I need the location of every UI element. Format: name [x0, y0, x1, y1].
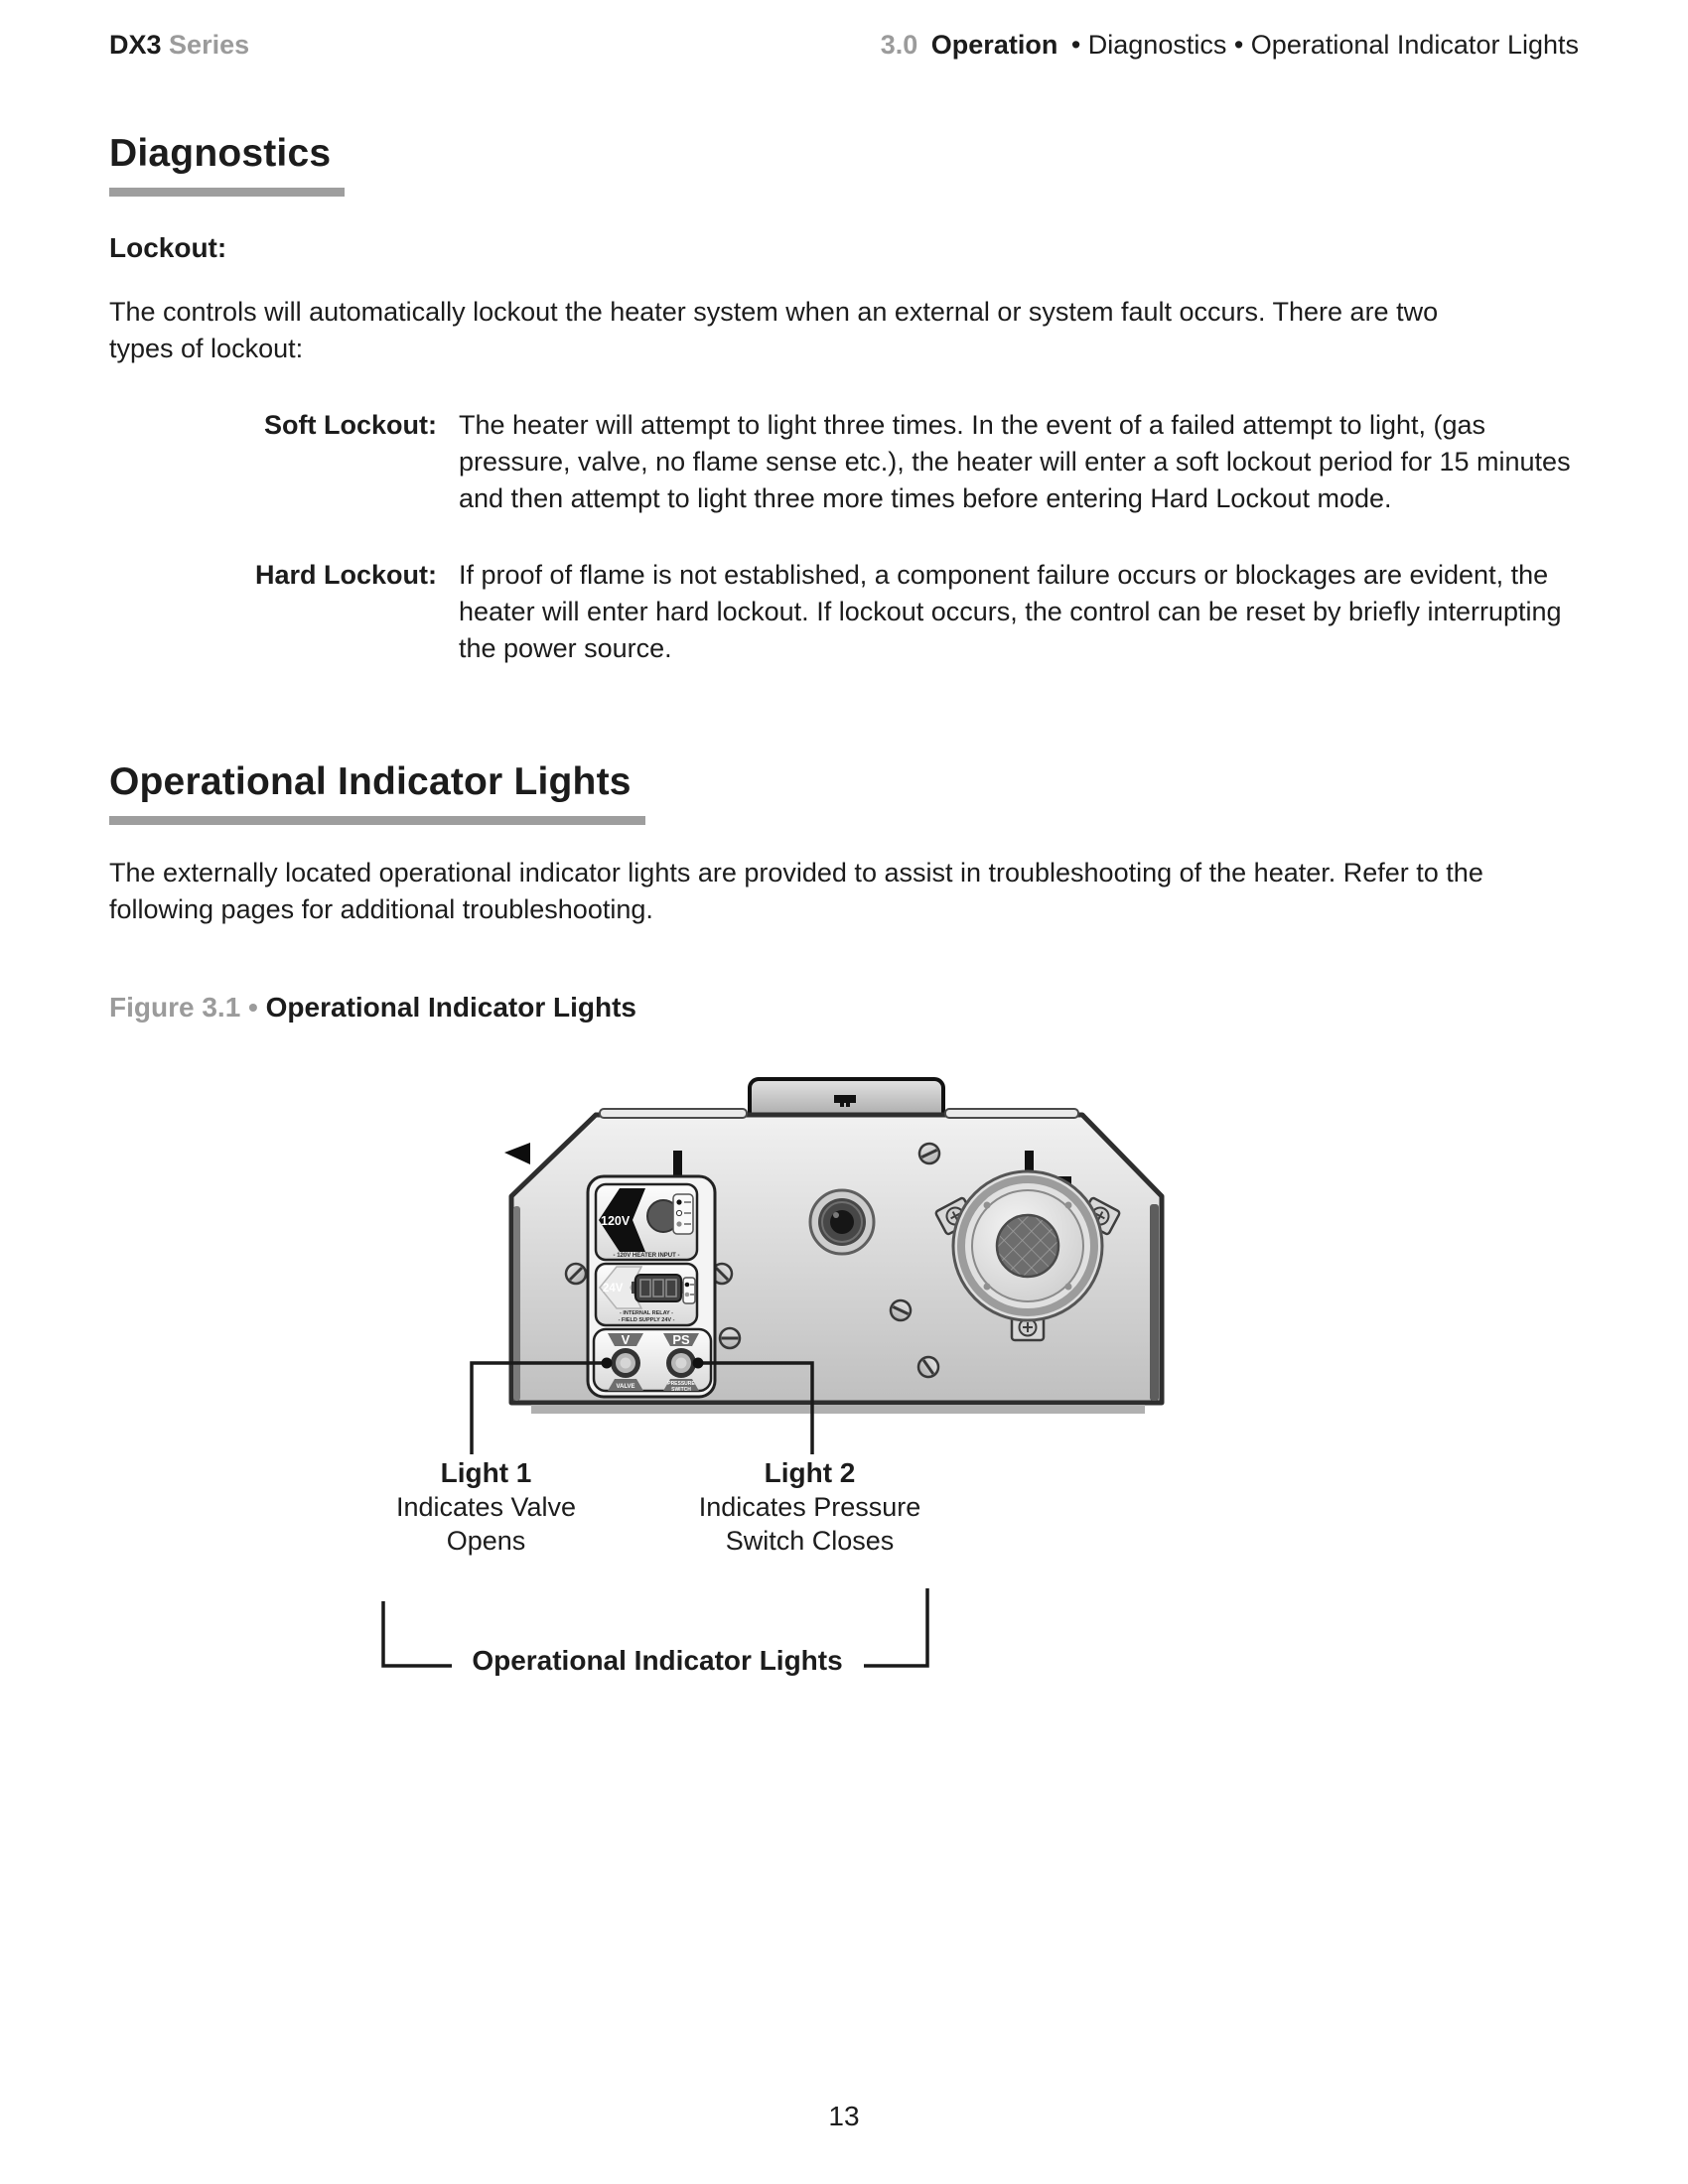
light1-desc: Indicates Valve Opens — [395, 1492, 577, 1556]
lockout-subheading: Lockout: — [109, 232, 227, 263]
light2-label — [688, 1456, 931, 1558]
light1-title: Light 1 — [440, 1457, 532, 1488]
screw-icon — [566, 1264, 586, 1284]
led-legend-120v — [673, 1194, 693, 1234]
label-valve-v: V — [621, 1332, 631, 1347]
led-dot — [676, 1199, 681, 1204]
label-24v: 24V — [603, 1283, 624, 1295]
heater-panel-figure — [0, 1057, 1688, 1703]
soft-lockout-row — [109, 407, 1579, 517]
top-edge-lip-left — [600, 1109, 747, 1118]
panel-left-edge — [513, 1206, 520, 1401]
caption-relay: - INTERNAL RELAY - — [620, 1310, 673, 1316]
figure-title: Operational Indicator Lights — [265, 992, 637, 1023]
figure-diagram — [0, 1057, 1688, 1703]
caption-pressure-line1: PRESSURE — [667, 1381, 695, 1387]
brand-series: Series — [169, 30, 250, 60]
page-header — [109, 30, 1579, 61]
panel-shadow — [531, 1405, 1145, 1414]
power-section-120v — [596, 1184, 697, 1260]
light2-desc: Indicates Pressure Switch Closes — [698, 1492, 921, 1556]
caption-supply: - FIELD SUPPLY 24V - — [618, 1317, 675, 1323]
led-legend-24v — [683, 1278, 695, 1303]
callout-dot-light1 — [602, 1358, 613, 1369]
figure-caption — [109, 992, 1579, 1024]
page-number: 13 — [828, 2101, 860, 2131]
relay-section-24v — [596, 1264, 697, 1325]
led-dot — [685, 1293, 690, 1297]
section-name: Operation — [930, 30, 1058, 60]
breadcrumb — [875, 30, 1579, 61]
callout-dot-light2 — [693, 1358, 704, 1369]
brand — [109, 30, 249, 61]
led-dot — [676, 1221, 681, 1226]
soft-lockout-text: The heater will attempt to light three times. In the event of a failed attempt to light, (gas pressure, valve, no flame sense etc.), the heater will enter a soft lockout period for 15 minutes and then attempt to light three more times before entering Hard Lockout mode. — [459, 410, 1571, 513]
top-edge-lip-right — [945, 1109, 1078, 1118]
flag-icon — [504, 1143, 530, 1164]
caption-valve: VALVE — [616, 1384, 635, 1390]
section-number: 3.0 — [880, 30, 918, 60]
hard-lockout-row — [109, 557, 1579, 667]
group-callout-label: Operational Indicator Lights — [472, 1645, 843, 1676]
light1-label — [364, 1456, 608, 1558]
led-dot — [685, 1283, 690, 1288]
brand-model: DX3 — [109, 30, 162, 60]
lockout-intro: The controls will automatically lockout the heater system when an external or system fault occurs. There are two types of lockout: — [109, 297, 1439, 363]
fan-mesh — [997, 1215, 1058, 1277]
label-pressure-ps: PS — [672, 1332, 690, 1347]
caption-pressure-line2: SWITCH — [671, 1387, 691, 1393]
hard-lockout-text: If proof of flame is not established, a component failure occurs or blockages are evident, the heater will enter hard lockout. If lockout occurs, the control can be reset by briefly interrupting the power source. — [459, 560, 1562, 663]
figure-bullet: • — [248, 992, 258, 1023]
relay-connector — [632, 1275, 685, 1301]
led-dot — [676, 1210, 681, 1215]
diagnostics-heading: Diagnostics — [109, 132, 345, 197]
light2-title: Light 2 — [764, 1457, 856, 1488]
breadcrumb-rest: • Diagnostics • Operational Indicator Lights — [1070, 30, 1579, 60]
soft-lockout-label: Soft Lockout: — [264, 410, 437, 440]
caption-120v: - 120V HEATER INPUT - — [613, 1253, 680, 1259]
indicator-light-valve — [611, 1348, 640, 1378]
grommet — [810, 1190, 874, 1254]
indicator-body: The externally located operational indicator lights are provided to assist in troubleshooting of the heater. Refer to the following pages for additional troubleshooting. — [109, 858, 1483, 924]
hard-lockout-label: Hard Lockout: — [254, 560, 437, 590]
indicator-light-pressure — [666, 1348, 696, 1378]
indicator-heading: Operational Indicator Lights — [109, 760, 645, 825]
figure-number: Figure 3.1 — [109, 992, 241, 1023]
panel-right-edge — [1150, 1204, 1159, 1401]
label-120v: 120V — [601, 1214, 631, 1228]
